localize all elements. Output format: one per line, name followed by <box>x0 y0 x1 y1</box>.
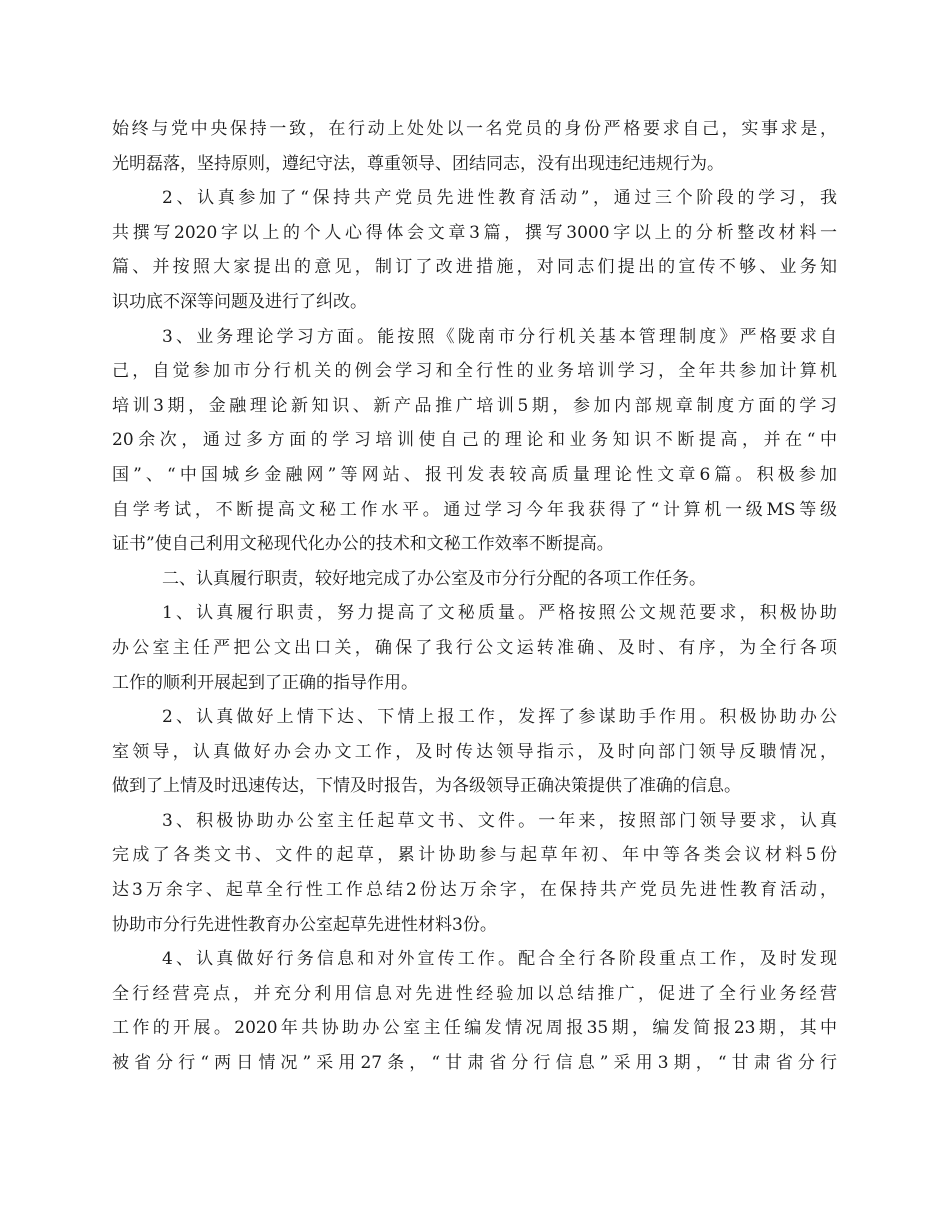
text-line: 识功底不深等问题及进行了纠改。 <box>112 291 367 312</box>
text-line: 办公室主任严把公文出口关，确保了我行公文运转准确、及时、有序，为全行各项 <box>112 637 837 658</box>
text-line: 全行经营亮点，并充分利用信息对先进性经验加以总结推广，促进了全行业务经营 <box>112 983 837 1004</box>
text-line: 自学考试，不断提高文秘工作水平。通过学习今年我获得了“计算机一级MS等级 <box>112 499 837 520</box>
document-body <box>112 112 837 1081</box>
text-line: 协助市分行先进性教育办公室起草先进性材料3份。 <box>112 914 497 935</box>
text-line: 工作的顺利开展起到了正确的指导作用。 <box>112 672 418 693</box>
text-line: 达3万余字、起草全行性工作总结2份达万余字，在保持共产党员先进性教育活动， <box>112 880 837 901</box>
text-line: 光明磊落，坚持原则，遵纪守法，尊重领导、团结同志，没有出现违纪违规行为。 <box>112 153 724 174</box>
text-line: 做到了上情及时迅速传达，下情及时报告，为各级领导正确决策提供了准确的信息。 <box>112 776 741 797</box>
text-line: 1、认真履行职责，努力提高了文秘质量。严格按照公文规范要求，积极协助 <box>162 603 837 624</box>
text-line: 完成了各类文书、文件的起草，累计协助参与起草年初、年中等各类会议材料5份 <box>112 845 837 866</box>
text-line: 3、业务理论学习方面。能按照《陇南市分行机关基本管理制度》严格要求自 <box>162 326 837 347</box>
text-line: 20余次，通过多方面的学习培训使自己的理论和业务知识不断提高，并在“中 <box>112 430 837 451</box>
text-line: 培训3期，金融理论新知识、新产品推广培训5期，参加内部规章制度方面的学习 <box>112 395 837 416</box>
text-line: 2、认真参加了“保持共产党员先进性教育活动”，通过三个阶段的学习，我 <box>162 188 837 209</box>
text-line: 室领导，认真做好办会办文工作，及时传达领导指示，及时向部门领导反聩情况， <box>112 741 837 762</box>
text-line: 始终与党中央保持一致，在行动上处处以一名党员的身份严格要求自己，实事求是， <box>112 119 837 139</box>
text-line: 被省分行“两日情况”采用27条，“甘肃省分行信息”采用3期，“甘肃省分行 <box>112 1053 837 1074</box>
text-line: 篇、并按照大家提出的意见，制订了改进措施，对同志们提出的宣传不够、业务知 <box>112 257 837 278</box>
text-line: 国”、“中国城乡金融网”等网站、报刊发表较高质量理论性文章6篇。积极参加 <box>112 464 837 485</box>
text-line: 己，自觉参加市分行机关的例会学习和全行性的业务培训学习，全年共参加计算机 <box>112 361 837 382</box>
text-line: 2、认真做好上情下达、下情上报工作，发挥了参谋助手作用。积极协助办公 <box>162 707 837 728</box>
text-line: 二、认真履行职责，较好地完成了办公室及市分行分配的各项工作任务。 <box>162 568 706 589</box>
text-line: 4、认真做好行务信息和对外宣传工作。配合全行各阶段重点工作，及时发现 <box>162 949 837 970</box>
text-line: 共撰写2020字以上的个人心得体会文章3篇，撰写3000字以上的分析整改材料一 <box>112 222 837 243</box>
text-line: 工作的开展。2020年共协助办公室主任编发情况周报35期，编发简报23期，其中 <box>112 1018 837 1039</box>
text-line: 证书”使自己利用文秘现代化办公的技术和文秘工作效率不断提高。 <box>112 534 614 555</box>
text-line: 3、积极协助办公室主任起草文书、文件。一年来，按照部门领导要求，认真 <box>162 810 837 831</box>
